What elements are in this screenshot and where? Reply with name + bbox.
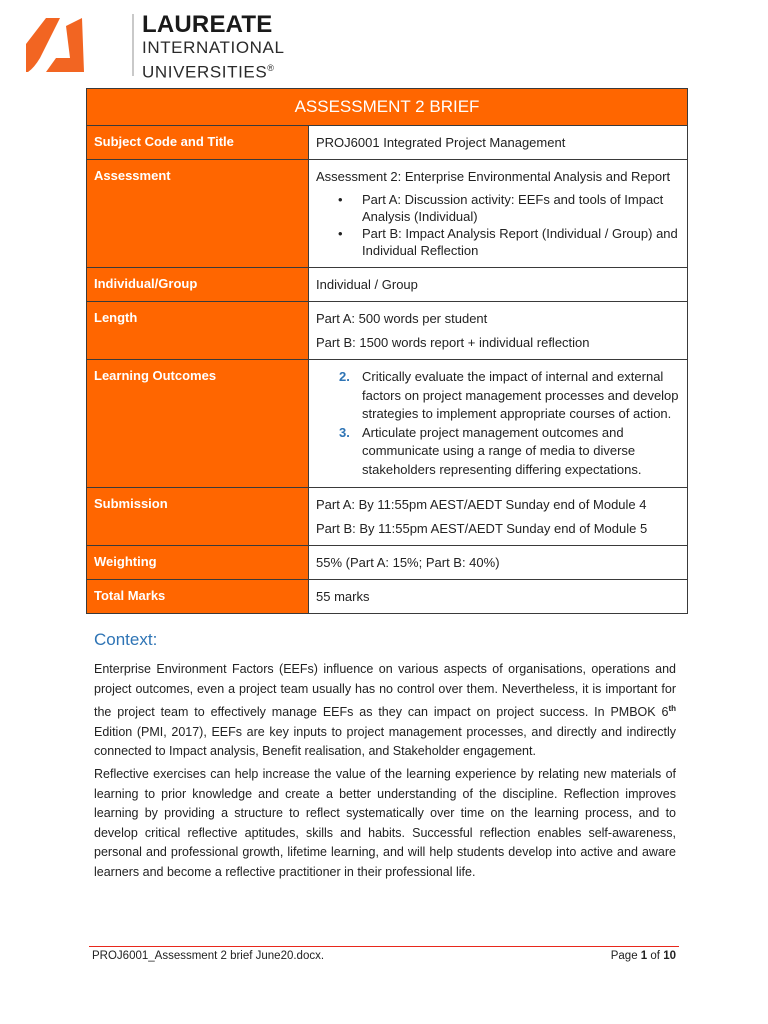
individual-group-value: Individual / Group <box>309 268 688 302</box>
bullet-icon: • <box>338 192 343 207</box>
length-value <box>309 302 688 360</box>
list-item: • Part A: Discussion activity: EEFs and tools of Impact Analysis (Individual) <box>338 192 664 224</box>
individual-group-row <box>87 268 688 302</box>
total-marks-label: Total Marks <box>87 580 309 614</box>
submission-label: Submission <box>87 488 309 546</box>
weighting-label: Weighting <box>87 546 309 580</box>
table-title-row <box>87 89 688 126</box>
length-label: Length <box>87 302 309 360</box>
individual-group-label: Individual/Group <box>87 268 309 302</box>
logo-line-2: INTERNATIONAL <box>142 38 285 57</box>
length-part-a: Part A: 500 words per student <box>316 311 488 326</box>
assessment-parts-list <box>316 191 680 259</box>
submission-part-b: Part B: By 11:55pm AEST/AEDT Sunday end of Module 5 <box>316 521 648 536</box>
subject-value: PROJ6001 Integrated Project Management <box>309 126 688 160</box>
length-part-b: Part B: 1500 words report + individual reflection <box>316 335 590 350</box>
context-paragraph-2: Reflective exercises can help increase the value of the learning experience by relating new materials of learning to prior knowledge and create a better understanding of the discipline. Reflection improves learning by providing a structure to reflect systematically over time on the learning process, and to develop critical reflective aptitudes, skills and habits. Successful reflection enables self-awareness, personal and professional growth, lifetime learning, and will help students develop into active and aware learners and become a reflective practitioner in their professional life. <box>94 767 676 879</box>
total-marks-value: 55 marks <box>309 580 688 614</box>
list-item: 3. Articulate project management outcomes and communicate using a range of media to diverse stakeholders representing differing expectations. <box>339 424 642 477</box>
bullet-icon: • <box>338 226 343 241</box>
assessment-brief-table <box>86 88 688 614</box>
context-heading: Context: <box>94 630 158 649</box>
total-marks-row <box>87 580 688 614</box>
submission-row <box>87 488 688 546</box>
assessment-value <box>309 160 688 268</box>
laureate-logo <box>26 11 286 82</box>
logo-line-3: UNIVERSITIES® <box>142 62 275 82</box>
list-item: • Part B: Impact Analysis Report (Individual / Group) and Individual Reflection <box>338 226 678 258</box>
weighting-value: 55% (Part A: 15%; Part B: 40%) <box>309 546 688 580</box>
length-row <box>87 302 688 360</box>
learning-outcomes-list <box>316 368 680 479</box>
list-item: 2. Critically evaluate the impact of internal and external factors on project management processes and develop strategies to implement appropriate courses of action. <box>339 369 679 421</box>
logo-wordmark <box>142 12 302 83</box>
laureate-leaf-icon <box>26 14 94 76</box>
logo-divider <box>132 14 134 76</box>
context-paragraph-1: Enterprise Environment Factors (EEFs) influence on various aspects of organisations, operations and project outcomes, even a project team usually has no control over them. Nevertheless, it is important for the project team to effectively manage EEFs as they can impact on project success. In PMBOK 6th Edition (PMI, 2017), EEFs are key inputs to project management processes, and directly and indirectly connected to Impact analysis, Benefit realisation, and Stakeholder engagement. <box>94 662 676 759</box>
learning-outcomes-value <box>309 360 688 488</box>
logo-line-1: LAUREATE <box>142 11 273 38</box>
footer-filename: PROJ6001_Assessment 2 brief June20.docx. <box>92 950 325 962</box>
subject-label: Subject Code and Title <box>87 126 309 160</box>
learning-outcomes-row <box>87 360 688 488</box>
submission-part-a: Part A: By 11:55pm AEST/AEDT Sunday end of Module 4 <box>316 497 647 512</box>
table-title: ASSESSMENT 2 BRIEF <box>87 89 688 126</box>
assessment-title: Assessment 2: Enterprise Environmental Analysis and Report <box>316 169 671 184</box>
page-number: Page 1 of 10 <box>610 950 676 962</box>
footer-divider <box>89 946 679 947</box>
assessment-row <box>87 160 688 268</box>
assessment-label: Assessment <box>87 160 309 268</box>
learning-outcomes-label: Learning Outcomes <box>87 360 309 488</box>
submission-value <box>309 488 688 546</box>
weighting-row <box>87 546 688 580</box>
subject-row <box>87 126 688 160</box>
